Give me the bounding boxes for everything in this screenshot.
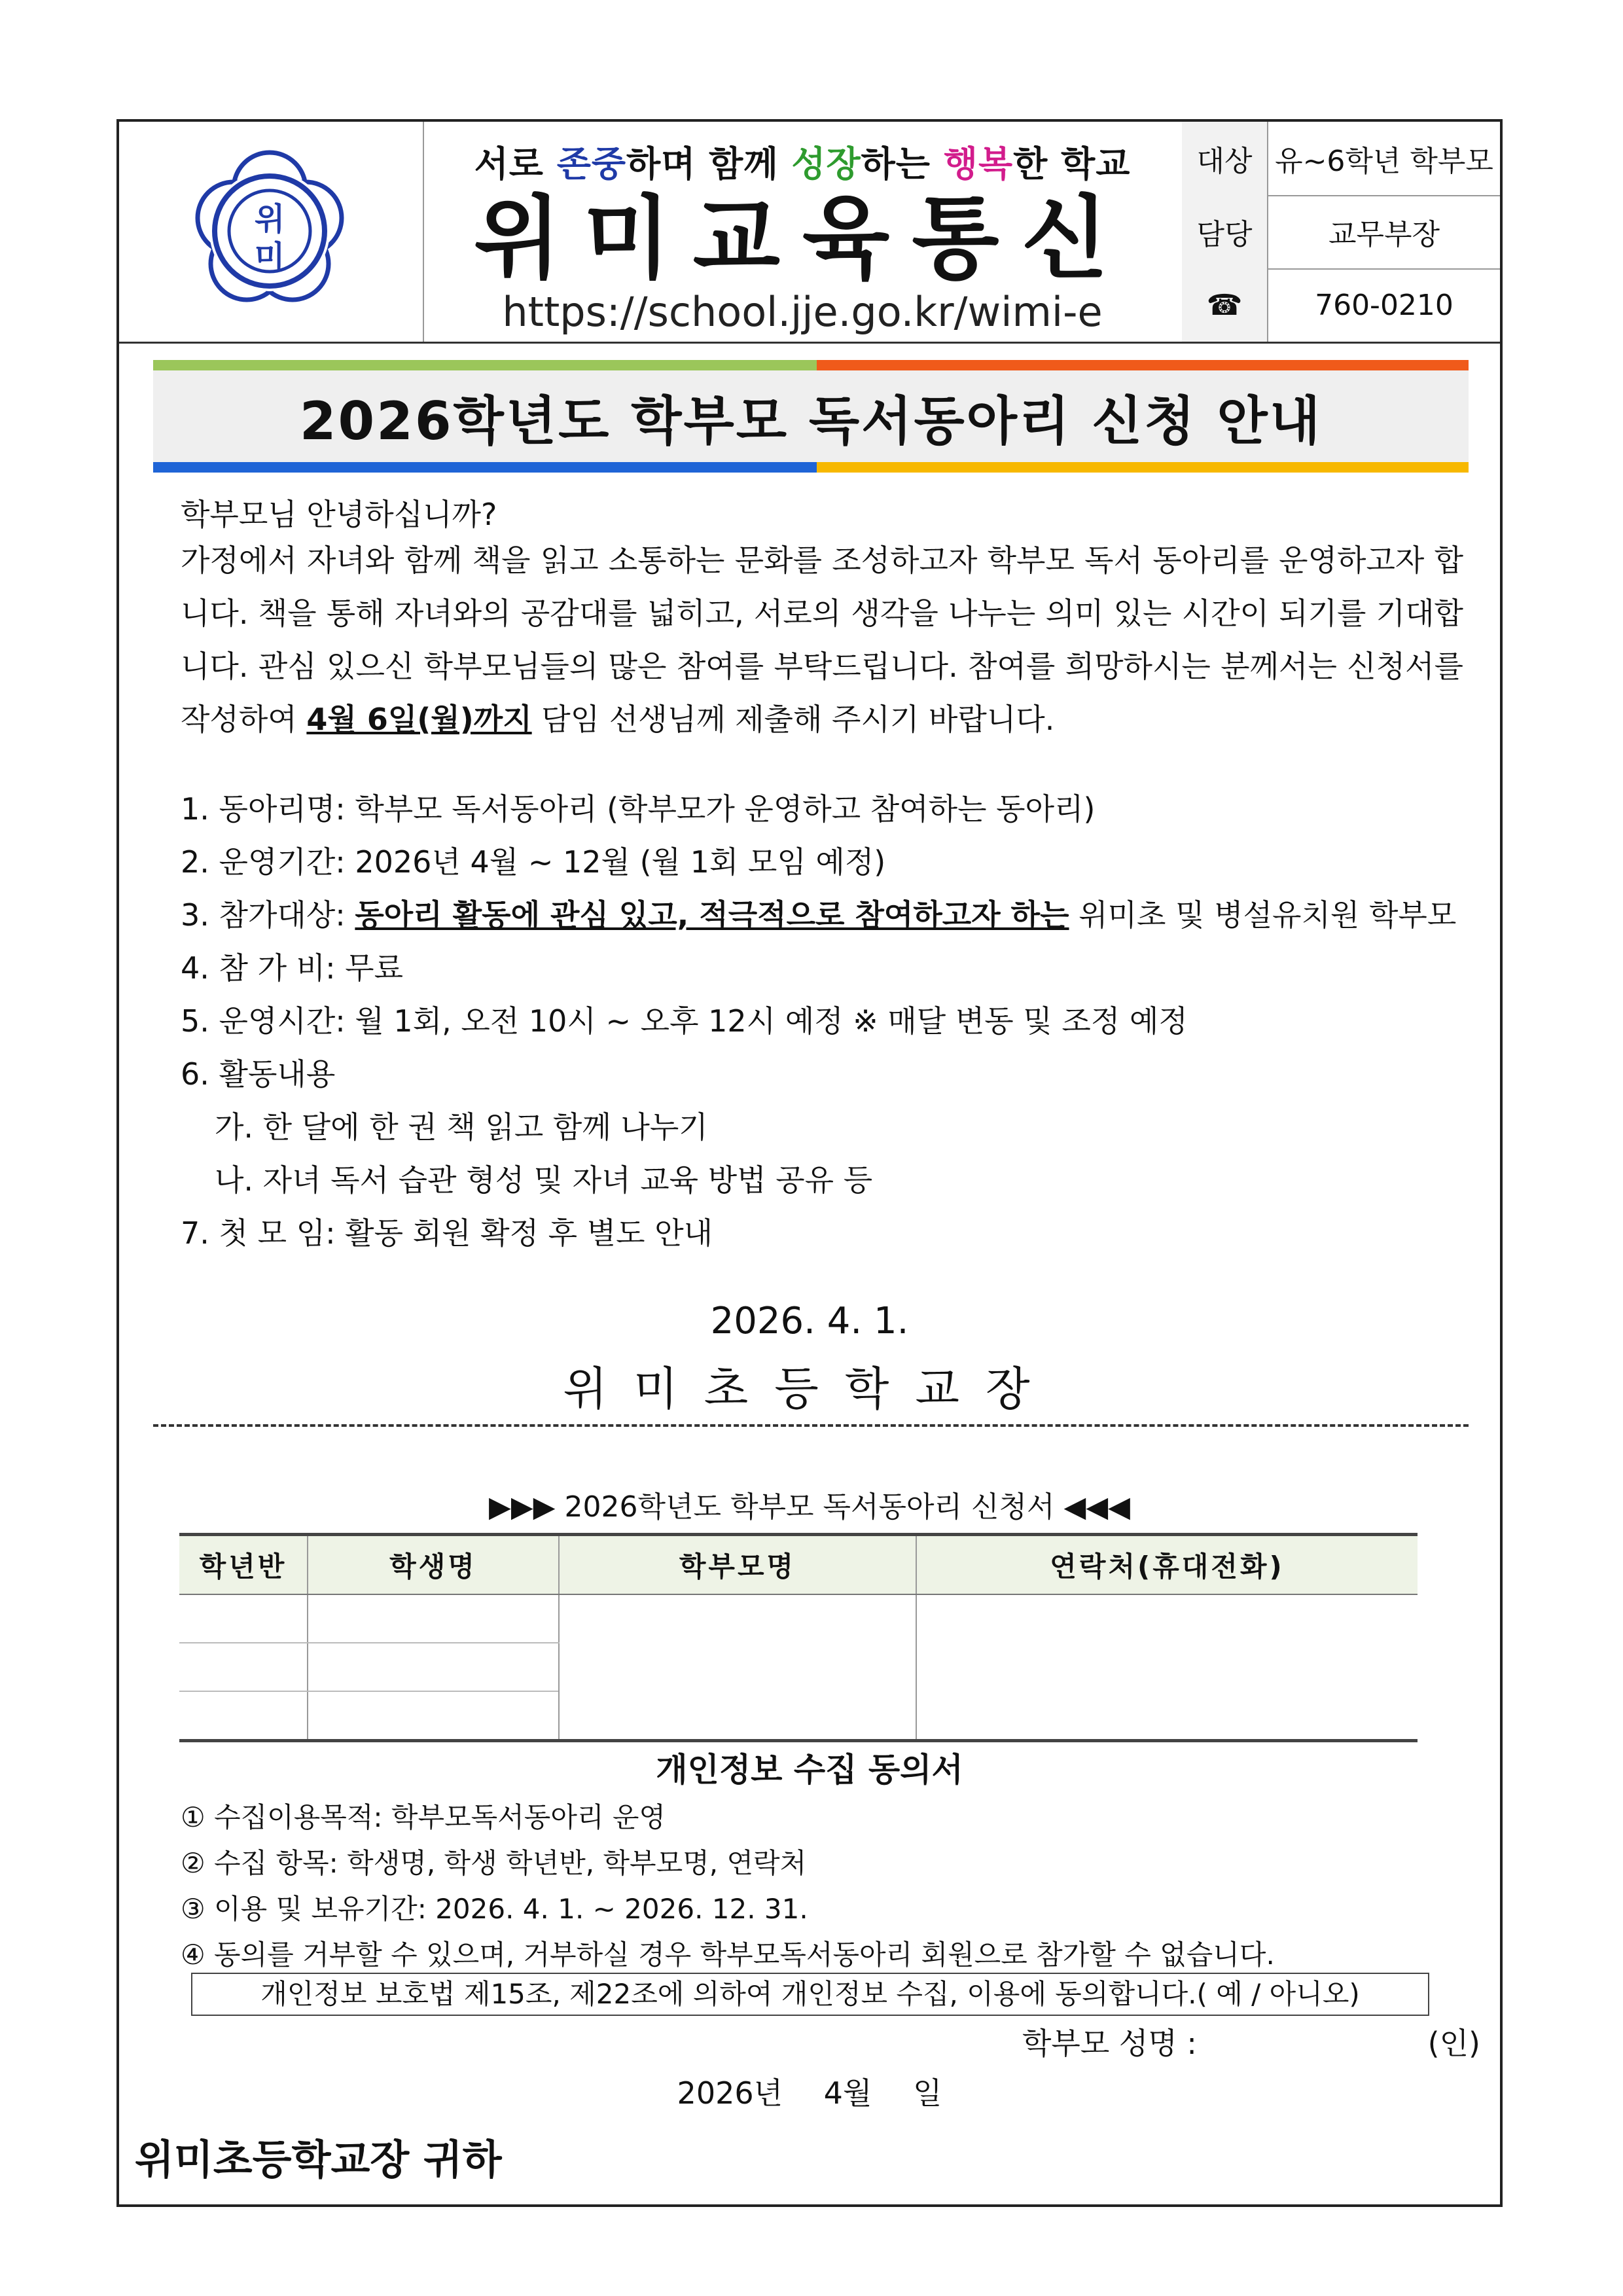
band-stripe (817, 360, 1469, 370)
slogan-happiness: 행복 (943, 143, 1014, 185)
list-subitem: 나. 자녀 독서 습관 형성 및 자녀 교육 방법 공유 등 (215, 1162, 873, 1198)
issue-date: 2026. 4. 1. (710, 1300, 909, 1342)
list-item: 4. 참 가 비: 무료 (181, 950, 404, 986)
column-header-student: 학생명 (308, 1535, 559, 1595)
parent-signature-line (1022, 2020, 1480, 2067)
details-list (181, 783, 1476, 1260)
parent-name-input-cell[interactable] (559, 1594, 916, 1741)
list-subitem: 가. 한 달에 한 권 책 읽고 함께 나누기 (215, 1109, 708, 1145)
info-value: 교무부장 (1328, 218, 1440, 251)
title-band (153, 360, 1469, 473)
info-value: 760-0210 (1315, 288, 1454, 322)
info-row-phone (1182, 268, 1500, 342)
logo-cell (119, 122, 424, 342)
phone-icon: ☎ (1182, 268, 1268, 342)
school-url-link[interactable]: https://school.jje.go.kr/wimi-e (502, 288, 1103, 336)
slogan-part: 하는 (861, 143, 944, 185)
class-input-cell[interactable] (179, 1594, 308, 1643)
info-value: 유~6학년 학부모 (1275, 145, 1493, 178)
info-box (1182, 122, 1500, 342)
column-header-class: 학년반 (179, 1535, 308, 1595)
slogan-respect: 존중 (556, 143, 627, 185)
title-box (153, 370, 1469, 462)
consent-title: 개인정보 수집 동의서 (656, 1751, 963, 1789)
info-key: 대상 (1182, 122, 1268, 195)
school-head-signature: 위미초등학교장 (563, 1362, 1056, 1416)
list-item: 6. 활동내용 (181, 1056, 336, 1092)
student-name-input-cell[interactable] (308, 1691, 559, 1741)
masthead (423, 122, 1183, 342)
intro-paragraph (181, 534, 1463, 746)
newsletter-header (119, 122, 1500, 344)
seal-mark[interactable]: (인) (1427, 2026, 1480, 2061)
page-title: 2026학년도 학부모 독서동아리 신청 안내 (299, 390, 1323, 452)
application-table (179, 1533, 1418, 1742)
emblem-letter-1: 위 (254, 201, 285, 238)
cut-line (153, 1424, 1469, 1427)
signature-label: 학부모 성명 : (1022, 2026, 1197, 2061)
column-header-phone: 연락처(휴대전화) (916, 1535, 1418, 1595)
emblem-letter-2: 미 (254, 239, 285, 276)
consent-list (181, 1795, 1275, 1978)
list-item: 5. 운영시간: 월 1회, 오전 10시 ~ 오후 12시 예정 ※ 매달 변동 및 조정 예정 (181, 1003, 1188, 1039)
list-item (181, 889, 1476, 942)
eligibility-highlight: 동아리 활동에 관심 있고, 적극적으로 참여하고자 하는 (355, 897, 1069, 933)
student-name-input-cell[interactable] (308, 1643, 559, 1691)
deadline-highlight: 4월 6일(월)까지 (306, 702, 532, 737)
table-row (179, 1594, 1418, 1643)
info-key: 담당 (1182, 195, 1268, 268)
slogan-part: 하며 함께 (626, 143, 792, 185)
addressee: 위미초등학교장 귀하 (135, 2136, 502, 2183)
list-item: 2. 운영기간: 2026년 4월 ~ 12월 (월 1회 모임 예정) (181, 844, 886, 880)
consent-item: ② 수집 항목: 학생명, 학생 학년반, 학부모명, 연락처 (181, 1847, 807, 1879)
column-header-parent: 학부모명 (559, 1535, 916, 1595)
slogan-part: 한 학교 (1013, 143, 1131, 185)
form-title: ▶▶▶ 2026학년도 학부모 독서동아리 신청서 ◀◀◀ (489, 1490, 1130, 1524)
info-row-target (1182, 122, 1500, 196)
band-stripe (817, 462, 1469, 473)
student-name-input-cell[interactable] (308, 1594, 559, 1643)
phone-input-cell[interactable] (916, 1594, 1418, 1741)
slogan-part: 서로 (474, 143, 557, 185)
band-stripe (153, 360, 817, 370)
newsletter-name: 위미교육통신 (474, 186, 1131, 291)
consent-item: ④ 동의를 거부할 수 있으며, 거부하실 경우 학부모독서동아리 회원으로 참가할 수 없습니다. (181, 1939, 1275, 1971)
list-item: 1. 동아리명: 학부모 독서동아리 (학부모가 운영하고 참여하는 동아리) (181, 791, 1096, 827)
consent-item: ① 수집이용목적: 학부모독서동아리 운영 (181, 1801, 666, 1833)
band-stripe (153, 462, 817, 473)
form-date-line: 2026년 4월 일 (677, 2075, 942, 2111)
consent-item: ③ 이용 및 보유기간: 2026. 4. 1. ~ 2026. 12. 31. (181, 1893, 808, 1925)
school-slogan (423, 136, 1182, 187)
greeting: 학부모님 안녕하십니까? (181, 497, 497, 532)
class-input-cell[interactable] (179, 1691, 308, 1741)
item-text: 위미초 및 병설유치원 학부모 (1069, 897, 1457, 933)
info-row-contact-person (1182, 195, 1500, 270)
table-header-row (179, 1535, 1418, 1595)
consent-agreement-box[interactable]: 개인정보 보호법 제15조, 제22조에 의하여 개인정보 수집, 이용에 동의합니다.( 예 / 아니오) (191, 1973, 1429, 2016)
document-frame (116, 119, 1503, 2207)
intro-text: 담임 선생님께 제출해 주시기 바랍니다. (531, 702, 1055, 737)
list-item: 7. 첫 모 임: 활동 회원 확정 후 별도 안내 (181, 1215, 713, 1251)
slogan-growth: 성장 (791, 143, 861, 185)
intro-text: 가정에서 자녀와 함께 책을 읽고 소통하는 문화를 조성하고자 학부모 독서 동아리를 운영하고자 합니다. 책을 통해 자녀와의 공감대를 넓히고, 서로의 생각을 나누는 의미 있는 시간이 되기를 기대합니다. 관심 있으신 학부모님들의 많은 참여를 부탁드립니다. 참여를 희망하시는 분께서는 신청서를 작성하여 (181, 543, 1463, 737)
class-input-cell[interactable] (179, 1643, 308, 1691)
item-label: 3. 참가대상: (181, 897, 355, 933)
